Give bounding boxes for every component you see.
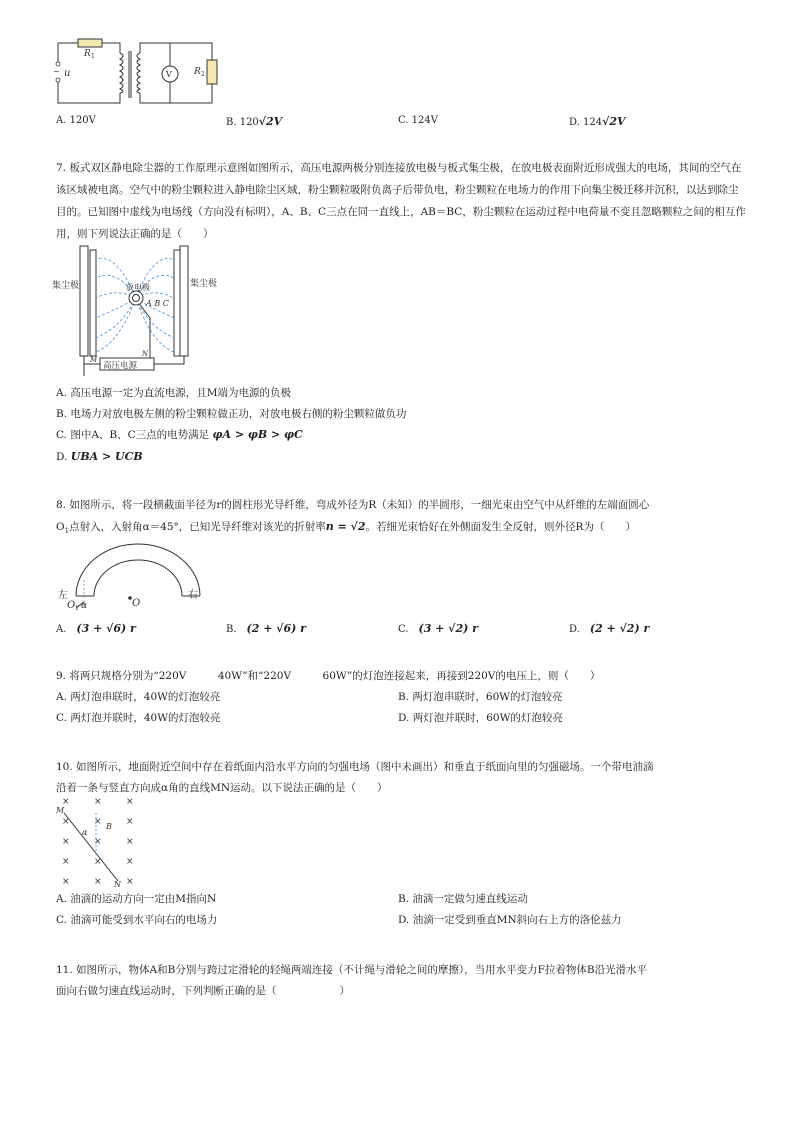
q7-option-d: D. UBA > UCB [56, 450, 143, 463]
q9-stem: 9. 将两只规格分别为“220V 40W”和“220V 60W”的灯泡连接起来，再接到220V的电压上，则（ ） [56, 670, 601, 682]
r2-label: R [194, 67, 201, 77]
q10-option-b: B. 油滴一定做匀速直线运动 [398, 893, 528, 905]
svg-text:1: 1 [75, 605, 79, 612]
q6-option-d: D. 124√2V [569, 115, 626, 128]
field-cross-0-1: × [94, 797, 102, 807]
q9-option-d: D. 两灯泡并联时，60W的灯泡较亮 [398, 712, 563, 724]
q9-option-b: B. 两灯泡串联时，60W的灯泡较亮 [398, 691, 563, 703]
q8-stem-line2: $O_1$点射入，入射角α＝45°，已知光导纤维对该光的折射率n = √2。若细光束恰好在外侧面发生全反射，则外径R为（ ） [56, 520, 636, 536]
field-cross-1-0: × [62, 817, 70, 827]
field-cross-0-0: × [62, 797, 70, 807]
field-cross-2-1: × [94, 837, 102, 847]
svg-text:M: M [90, 356, 98, 364]
q8-option-d: D. (2 + √2) r [569, 622, 650, 635]
svg-text:α: α [81, 601, 88, 611]
field-cross-0-2: × [126, 797, 134, 807]
field-cross-3-0: × [62, 857, 70, 867]
q11-stem-line2: 面向右做匀速直线运动时，下列判断正确的是（ ） [56, 985, 350, 997]
q8-option-c: C. (3 + √2) r [398, 622, 478, 635]
field-cross-4-0: × [62, 877, 70, 887]
field-cross-3-2: × [126, 857, 134, 867]
field-cross-2-0: × [62, 837, 70, 847]
q10-option-d: D. 油滴一定受到垂直MN斜向右上方的洛伦兹力 [398, 914, 622, 926]
precipitator-figure [50, 240, 230, 380]
svg-text:~: ~ [53, 67, 60, 76]
q6-option-c: C. 124V [398, 115, 438, 126]
svg-text:O: O [132, 598, 141, 609]
r1-label: R [84, 49, 91, 59]
q8-option-a: A. (3 + √6) r [56, 622, 136, 635]
svg-text:右: 右 [188, 590, 198, 601]
q8-stem-line1: 8. 如图所示，将一段横截面半径为r的圆柱形光导纤维，弯成外径为R（未知）的半圆形，一细光束由空气中从纤维的左端面圆心 [56, 499, 650, 511]
svg-text:N: N [114, 880, 121, 889]
field-cross-1-1: × [94, 817, 102, 827]
svg-text:O: O [67, 600, 76, 611]
q7-option-c: C. 图中A、B、C三点的电势满足 φA > φB > φC [56, 428, 303, 441]
collector-left-label: 集尘极 [52, 281, 80, 291]
svg-text:1: 1 [91, 53, 95, 60]
v-label: V [166, 70, 172, 79]
transformer-circuit-figure [50, 38, 230, 110]
magnetic-field-figure [56, 795, 156, 887]
power-source-label: 高压电源 [103, 361, 138, 371]
q6-option-b: B. 120√2V [226, 115, 283, 128]
q9-option-c: C. 两灯泡并联时，40W的灯泡较亮 [56, 712, 221, 724]
q10-option-c: C. 油滴可能受到水平向右的电场力 [56, 914, 218, 926]
svg-text:左: 左 [58, 590, 68, 601]
resistor-r2 [207, 60, 217, 84]
q9-option-a: A. 两灯泡串联时，40W的灯泡较亮 [56, 691, 221, 703]
field-cross-4-1: × [94, 877, 102, 887]
q10-option-a: A. 油滴的运动方向一定由M指向N [56, 893, 217, 905]
field-cross-1-2: × [126, 817, 134, 827]
points-abc-label: A B C [146, 299, 169, 308]
u-label: u [64, 68, 71, 79]
collector-right-label: 集尘极 [190, 279, 218, 289]
fiber-figure [56, 540, 206, 610]
q10-stem-line2: 沿着一条与竖直方向成α角的直线MN运动。以下说法正确的是（ ） [56, 782, 388, 794]
q7-option-b: B. 电场力对放电极左侧的粉尘颗粒做正功，对放电极右侧的粉尘颗粒做负功 [56, 408, 407, 420]
q11-stem-line1: 11. 如图所示，物体A和B分别与跨过定滑轮的轻绳两端连接（不计绳与滑轮之间的摩擦），当用水平变力F拉着物体B沿光滑水平 [56, 964, 648, 976]
svg-text:N: N [142, 350, 149, 358]
discharge-electrode-label: 放电极 [126, 283, 150, 292]
field-cross-4-2: × [126, 877, 134, 887]
svg-text:B: B [106, 822, 112, 831]
resistor-r1 [78, 39, 102, 47]
field-cross-2-2: × [126, 837, 134, 847]
q8-option-b: B. (2 + √6) r [226, 622, 306, 635]
svg-text:M: M [56, 806, 65, 815]
field-cross-3-1: × [94, 857, 102, 867]
q7-stem: 7. 板式双区静电除尘器的工作原理示意图如图所示，高压电源两极分别连接放电极与板式集尘极，在放电极表面附近形成强大的电场，其间的空气在该区域被电离。空气中的粉尘颗粒进入静电除尘区域，粉尘颗粒吸附负离子后带负电，粉尘颗粒在电场力的作用下向集尘极迁移并沉积，以达到除尘目的。已知图中虚线为电场线（方向没有标明），A、B、C三点在同一直线上，AB＝BC，粉尘颗粒在运动过程中电荷量不变且忽略颗粒之间的相互作用，则下列说法正确的是（ ） [56, 162, 746, 240]
svg-text:2: 2 [201, 71, 205, 78]
svg-text:α: α [82, 828, 88, 837]
q7-option-a: A. 高压电源一定为直流电源，且M端为电源的负极 [56, 387, 292, 399]
q6-option-a: A. 120V [56, 115, 96, 126]
q10-stem-line1: 10. 如图所示，地面附近空间中存在着纸面内沿水平方向的匀强电场（图中未画出）和垂直于纸面向里的匀强磁场。一个带电油滴 [56, 761, 654, 773]
